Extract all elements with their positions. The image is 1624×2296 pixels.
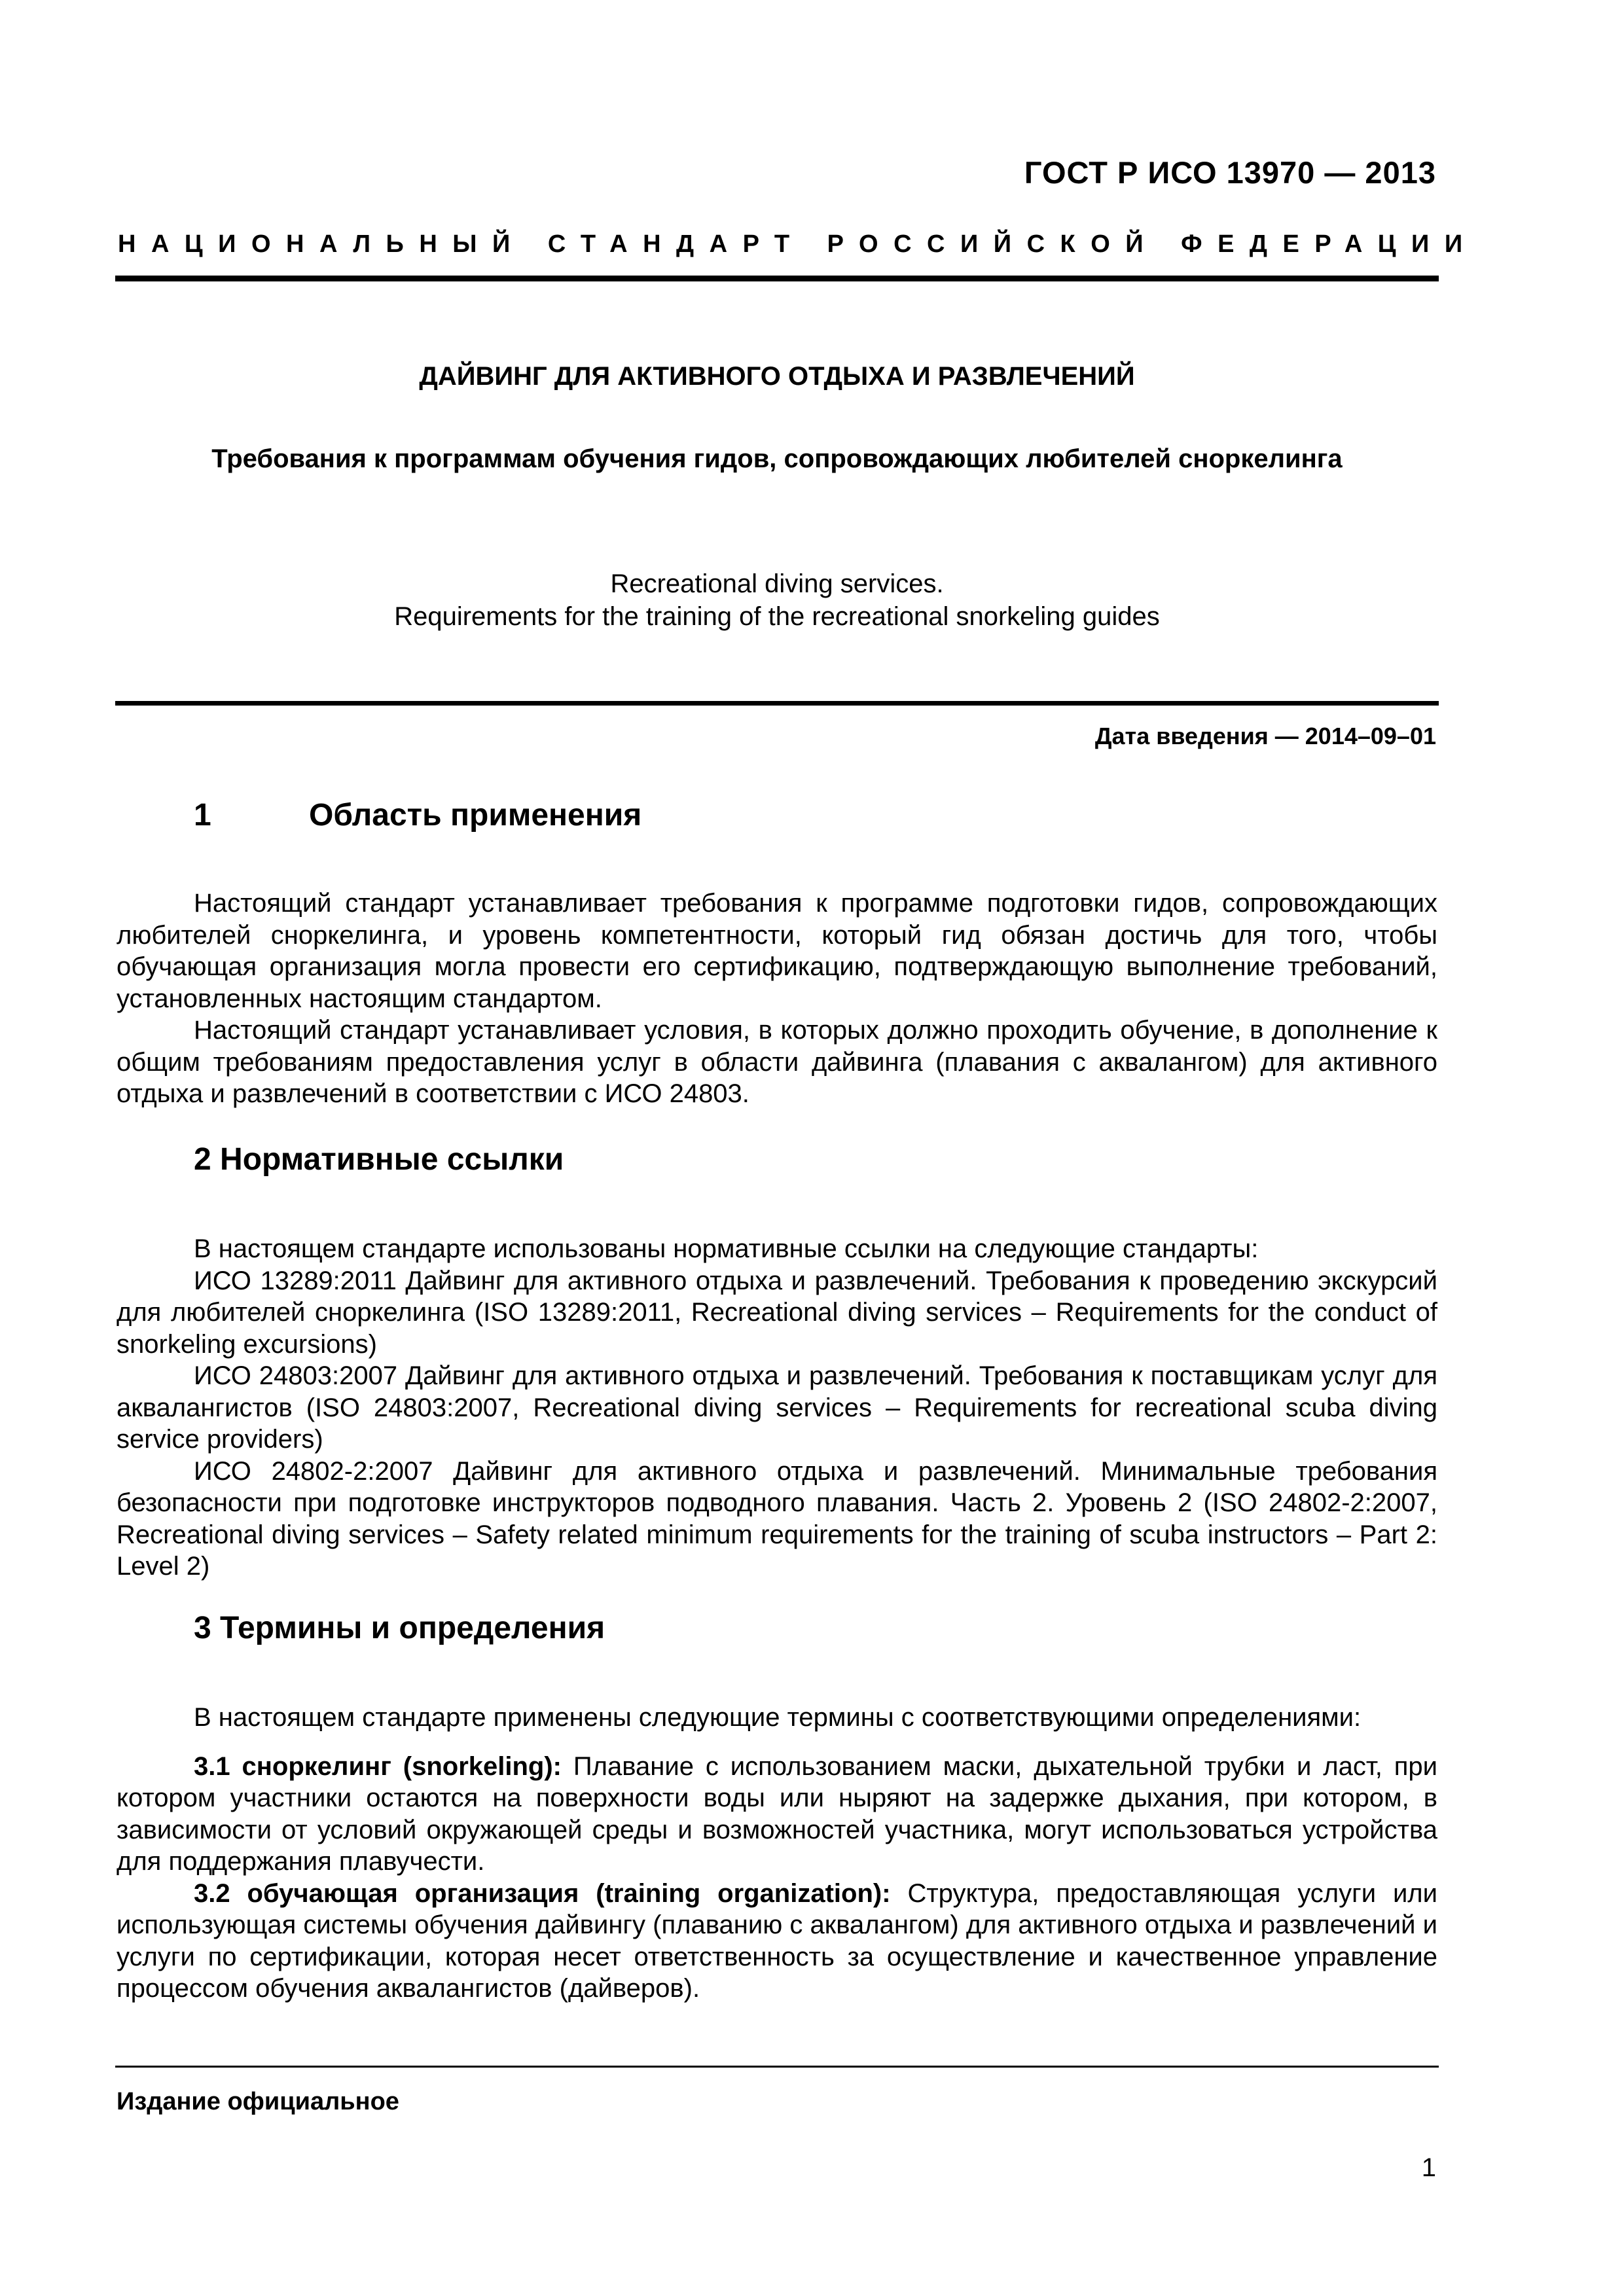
section1-paragraph: Настоящий стандарт устанавливает требования к программе подготовки гидов, сопровождающих любителей сноркелинга, и уровень компетентности, который гид обязан достичь для того, чтобы обучающая организация могла провести его сертификацию, подтверждающую выполнение требований, установленных настоящим стандартом. [117, 889, 1437, 1013]
section1-body [117, 888, 1437, 1110]
official-edition-label: Издание официальное [117, 2088, 399, 2115]
normative-reference: ИСО 13289:2011 Дайвинг для активного отдыха и развлечений. Требования к проведению экскурсий для любителей сноркелинга (ISO 13289:2011, Recreational diving services – Requirements for the conduct of snorkeling excursions) [117, 1266, 1437, 1359]
section2-heading: 2 Нормативные ссылки [194, 1142, 564, 1177]
section2-intro: В настоящем стандарте использованы нормативные ссылки на следующие стандарты: [194, 1234, 1259, 1263]
term-text: Плавание с использованием маски, дыхательной трубки и ласт, при котором участники остаются на поверхности воды или ныряют на задержке дыхания, при котором, в зависимости от условий окружающей среды и возможностей участника, могут использоваться устройства для поддержания плавучести. [117, 1751, 1438, 1876]
section3-heading: 3 Термины и определения [194, 1611, 605, 1645]
english-title-line1: Recreational diving services. [610, 569, 944, 598]
section1-number: 1 [194, 798, 211, 833]
section3-body [117, 1702, 1437, 2005]
english-title-line2: Requirements for the training of the recreational snorkeling guides [394, 602, 1160, 631]
english-title [115, 567, 1439, 633]
footer-divider [115, 2066, 1439, 2068]
title-divider [115, 701, 1439, 706]
term-definition [117, 1878, 1437, 2005]
term-label: 3.2 обучающая организация (training organization): [194, 1878, 891, 1908]
term-label: 3.1 сноркелинг (snorkeling): [194, 1751, 562, 1781]
introduction-date: Дата введения — 2014–09–01 [1094, 723, 1436, 749]
document-title: ДАЙВИНГ ДЛЯ АКТИВНОГО ОТДЫХА И РАЗВЛЕЧЕНИЙ [419, 362, 1135, 391]
normative-reference: ИСО 24803:2007 Дайвинг для активного отдыха и развлечений. Требования к поставщикам услуг для аквалангистов (ISO 24803:2007, Recreational diving services – Requirements for recreational scuba diving service providers) [117, 1361, 1437, 1454]
standard-code: ГОСТ Р ИСО 13970 — 2013 [1024, 155, 1436, 190]
normative-reference: ИСО 24802-2:2007 Дайвинг для активного отдыха и развлечений. Минимальные требования безопасности при подготовке инструкторов подводного плавания. Часть 2. Уровень 2 (ISO 24802-2:2007, Recreational diving services – Safety related minimum requirements for the training of scuba instructors – Part 2: Level 2) [117, 1456, 1437, 1581]
section2-body [117, 1233, 1437, 1583]
term-text: Структура, предоставляющая услуги или использующая системы обучения дайвингу (плаванию с аквалангом) для активного отдыха и развлечений и услуги по сертификации, которая несет ответственность за осуществление и качественное управление процессом обучения аквалангистов (дайверов). [117, 1878, 1437, 2003]
term-definition [117, 1751, 1437, 1878]
page-number: 1 [1421, 2153, 1436, 2182]
section1-paragraph: Настоящий стандарт устанавливает условия, в которых должно проходить обучение, в дополнение к общим требованиям предоставления услуг в области дайвинга (плавания с аквалангом) для активного отдыха и развлечений в соответствии с ИСО 24803. [117, 1016, 1437, 1108]
document-subtitle: Требования к программам обучения гидов, сопровождающих любителей сноркелинга [211, 444, 1343, 473]
national-standard-banner: НАЦИОНАЛЬНЫЙ СТАНДАРТ РОССИЙСКОЙ ФЕДЕРАЦИИ [118, 230, 1478, 258]
header-divider [115, 276, 1439, 281]
section3-intro: В настоящем стандарте применены следующие термины с соответствующими определениями: [194, 1703, 1362, 1732]
section1-heading: Область применения [309, 798, 642, 833]
